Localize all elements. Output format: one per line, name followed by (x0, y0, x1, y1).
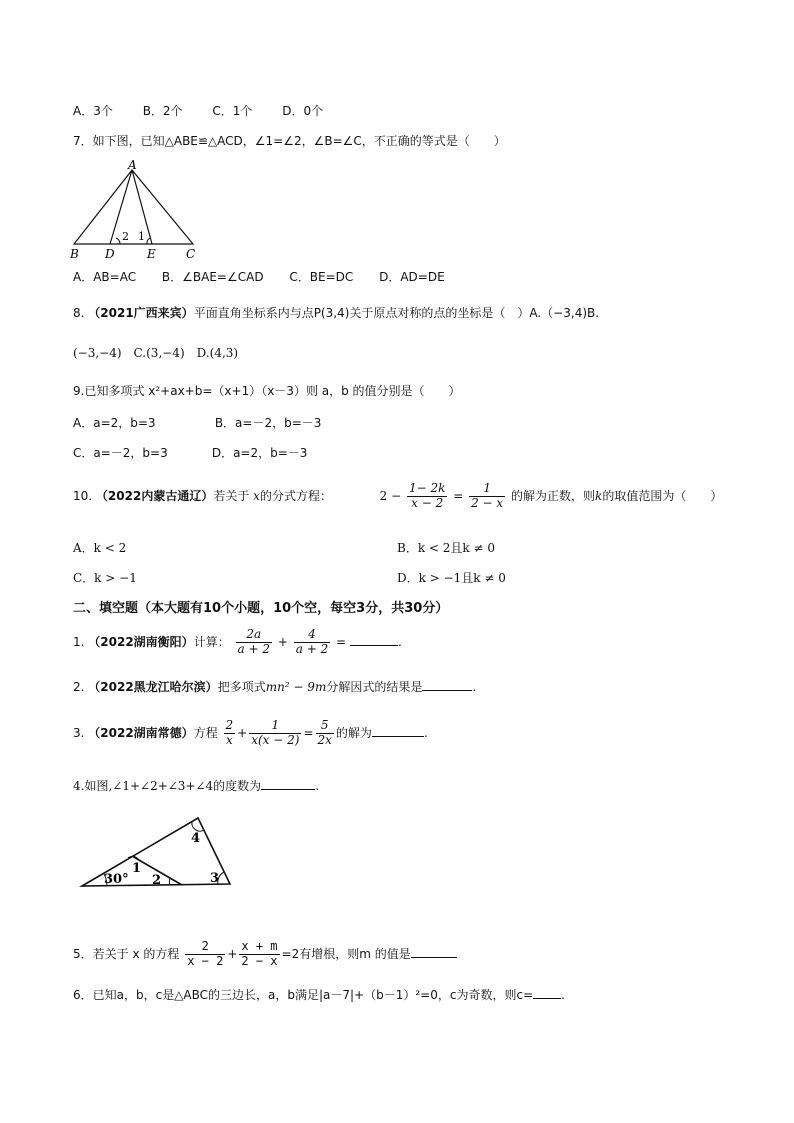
fill-2 (73, 680, 476, 694)
q9-stem: 9.已知多项式 x²+ax+b=（x+1）（x－3）则 a，b 的值分别是（ ） (73, 384, 461, 398)
q7-triangle-figure (68, 158, 208, 262)
q10-source: （2022内蒙古通辽） (95, 488, 214, 503)
plus-sign: + (237, 725, 248, 740)
fraction (224, 719, 236, 748)
fraction (469, 482, 505, 511)
fraction (407, 482, 447, 511)
fill-4-triangle-figure (78, 812, 238, 892)
plus-sign: + (227, 946, 238, 961)
label-b: B (70, 247, 79, 261)
numerator: 5 (316, 719, 334, 734)
fill-5 (73, 940, 457, 969)
option-d: D．AD=DE (379, 270, 445, 284)
q10-option-c: C．k > −1 (73, 571, 137, 585)
label-angle-2: 2 (122, 230, 129, 243)
fill-5-text2: 有增根，则m 的值是 (299, 946, 411, 961)
period: . (397, 634, 402, 649)
denominator: x − 2 (187, 953, 224, 968)
fill-3-number: 3. (73, 725, 85, 740)
fraction (316, 719, 334, 748)
option-a: A．a=2，b=3 (73, 416, 156, 430)
q7-options (73, 270, 471, 284)
fill-3-text2: 的解为 (335, 725, 372, 740)
equals-sign: = (303, 725, 314, 740)
equals-sign: = (453, 488, 464, 503)
q10-option-d: D．k > −1且k ≠ 0 (397, 571, 506, 585)
fill-4-text: 4.如图,∠1+∠2+∠3+∠4的度数为 (73, 779, 262, 793)
label-c: C (186, 247, 196, 261)
numerator: 1 (469, 482, 505, 497)
fill-3-source: （2022湖南常德） (88, 725, 194, 740)
label-d: D (105, 247, 115, 261)
denominator: a + 2 (237, 641, 271, 656)
equals-sign: = (336, 634, 347, 649)
q10-var-k: k (595, 488, 603, 503)
option-c: C．a=－2，b=3 (73, 446, 168, 460)
option-a: A．3个 (73, 104, 113, 118)
angle-1-arc (147, 238, 150, 244)
fill-3-text: 方程 (193, 725, 218, 740)
label-e: E (147, 247, 156, 261)
label-angle-4: 4 (191, 831, 201, 846)
fill-6-text: 6．已知a，b，c是△ABC的三边长，a，b满足|a－7|+（b－1）²=0，c为奇数，则c= (73, 988, 534, 1002)
q10-number: 10. (73, 488, 93, 503)
label-a: A (128, 158, 137, 172)
fill-1-text: 计算： (193, 634, 230, 649)
q10-text-post: 的解为正数，则 (511, 488, 596, 503)
answer-blank[interactable] (533, 988, 561, 999)
option-c: C．1个 (212, 104, 253, 118)
period: . (423, 725, 428, 740)
q10-text-pre: 若关于 (213, 488, 250, 503)
numerator: 1 (249, 719, 301, 734)
answer-blank[interactable] (422, 680, 472, 691)
q9-options-row2 (73, 446, 307, 460)
denominator: x(x − 2) (251, 732, 300, 747)
q10-text-mid: 的分式方程： (259, 488, 332, 503)
q8-source: （2021广西来宾） (88, 306, 194, 320)
label-30-degrees: 30° (104, 872, 129, 887)
triangle-abc (74, 170, 193, 244)
fill-6 (73, 988, 565, 1002)
section-2-title: 二、填空题（本大题有10个小题，10个空，每空3分，共30分） (73, 601, 449, 616)
label-angle-1: 1 (138, 230, 145, 243)
denominator: 2x (317, 732, 332, 747)
option-c: C．BE=DC (289, 270, 354, 284)
answer-blank[interactable] (411, 947, 457, 958)
answer-blank[interactable] (350, 635, 398, 646)
period: . (315, 779, 320, 793)
numerator: 2 (225, 718, 234, 732)
q8-number: 8. (73, 306, 85, 320)
numerator: 2 (185, 940, 225, 955)
label-angle-2: 2 (152, 873, 162, 888)
angle-2-arc (169, 878, 170, 885)
q7-stem: 7．如下图，已知△ABE≌△ACD，∠1=∠2，∠B=∠C，不正确的等式是（ ） (73, 134, 506, 148)
rhs-value: 2 (291, 946, 300, 961)
option-d: D．0个 (282, 104, 324, 118)
q10-option-a: A．k < 2 (73, 541, 127, 555)
fraction (249, 719, 301, 748)
option-b: B．2个 (142, 104, 183, 118)
option-b: B．a=－2，b=－3 (214, 416, 322, 430)
fill-5-text: 5．若关于 x 的方程 (73, 946, 180, 961)
equals-sign: = (281, 946, 292, 961)
eq-left: 2 − (379, 488, 402, 503)
fill-2-expression: mn² − 9m (265, 680, 327, 694)
fill-1 (73, 628, 402, 657)
fraction (239, 940, 279, 969)
numerator: x + m (241, 939, 278, 953)
label-angle-1: 1 (132, 861, 142, 876)
period: . (472, 680, 477, 694)
period: . (561, 988, 565, 1002)
q10-stem (73, 482, 722, 511)
fill-1-number: 1. (73, 634, 85, 649)
fill-2-number: 2. (73, 680, 85, 694)
fill-3 (73, 719, 428, 748)
q10-var-x: x (253, 488, 260, 503)
plus-sign: + (277, 634, 288, 649)
option-d: D．a=2，b=－3 (211, 446, 308, 460)
fraction (294, 628, 330, 657)
q8-text: 平面直角坐标系内与点P(3,4)关于原点对称的点的坐标是（ ）A.（−3,4)B. (193, 306, 600, 320)
answer-blank[interactable] (372, 726, 424, 737)
denominator: a + 2 (295, 641, 329, 656)
q10-option-b: B．k < 2且k ≠ 0 (397, 541, 495, 555)
option-b: B．∠BAE=∠CAD (161, 270, 264, 284)
fill-2-source: （2022黑龙江哈尔滨） (88, 680, 218, 694)
fraction (185, 940, 225, 969)
q10-equation (379, 481, 511, 510)
option-a: A．AB=AC (73, 270, 137, 284)
denominator: 2 − x (471, 495, 504, 510)
numerator: 4 (294, 628, 330, 643)
denominator: x − 2 (411, 495, 444, 510)
label-angle-3: 3 (210, 871, 220, 886)
numerator: 2a (236, 628, 272, 643)
angle-2-arc (116, 238, 120, 244)
fill-4 (73, 779, 319, 793)
denominator: 2 − x (241, 953, 278, 968)
q6-options (73, 104, 349, 118)
fill-2-text2: 分解因式的结果是 (326, 680, 423, 694)
fill-1-source: （2022湖南衡阳） (88, 634, 194, 649)
q8-stem (73, 306, 599, 320)
q8-options-continued: (−3,−4) C.(3,−4) D.(4,3) (73, 346, 239, 360)
q10-text-post2: 的取值范围为（ ） (602, 488, 723, 503)
fraction (236, 628, 272, 657)
q9-options-row1 (73, 416, 321, 430)
fill-2-text: 把多项式 (217, 680, 266, 694)
answer-blank[interactable] (261, 779, 315, 790)
numerator: 1− 2k (408, 481, 446, 495)
denominator: x (225, 732, 233, 747)
